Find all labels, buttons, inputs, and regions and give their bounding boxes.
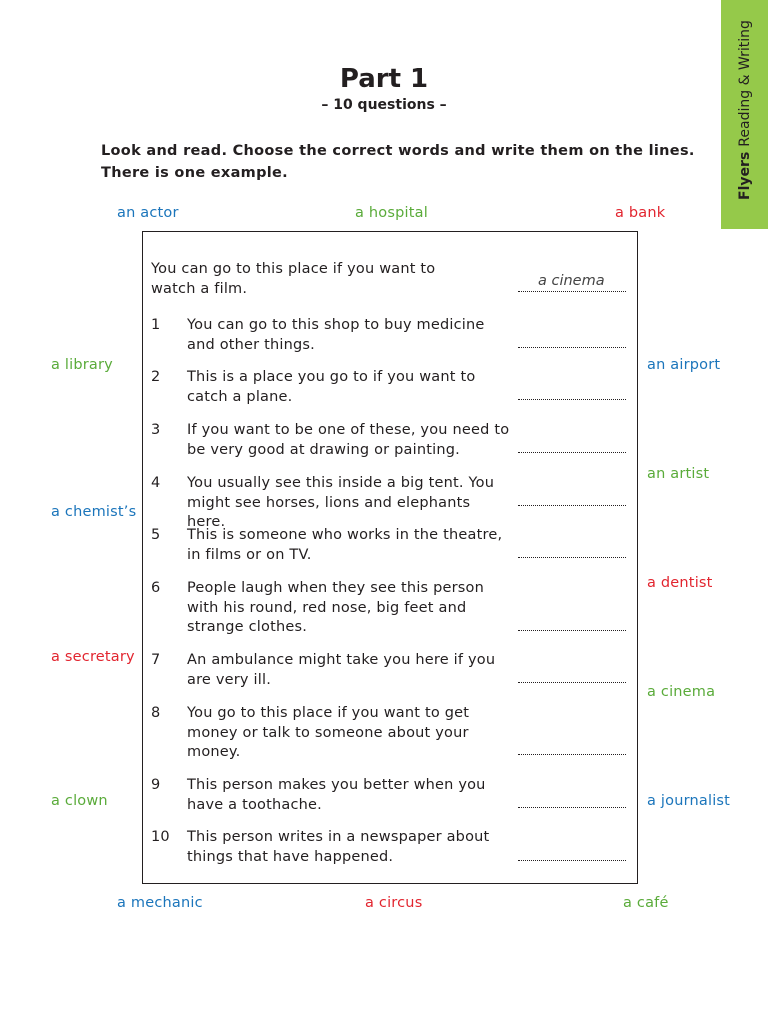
level-name: Flyers [737,151,753,200]
answer-line[interactable] [518,557,626,558]
question-text: If you want to be one of these, you need to be very good at drawing or painting. [187,422,510,458]
answer-line[interactable] [518,630,626,631]
answer-line[interactable] [518,291,626,292]
question-number: 8 [151,705,161,721]
page-subtitle: – 10 questions – [321,97,447,113]
word-option: an artist [647,466,710,482]
instructions-line-1: Look and read. Choose the correct words and write them on the lines. [101,143,695,159]
instructions-line-2: There is one example. [101,165,288,181]
question-text: An ambulance might take you here if you are very ill. [187,652,496,688]
question-number: 7 [151,652,161,668]
question-text: This person makes you better when you have a toothache. [187,777,486,813]
word-option: a clown [51,793,108,809]
word-option: a chemist’s [51,504,137,520]
answer-line[interactable] [518,452,626,453]
word-option: a dentist [647,575,713,591]
word-option: a library [51,357,113,373]
word-option: a bank [615,205,666,221]
question-text: People laugh when they see this person with his round, red nose, big feet and strange clothes. [187,580,485,635]
word-option: an airport [647,357,721,373]
level-tab [721,0,768,229]
example-answer: a cinema [538,273,605,289]
word-option: a café [623,895,669,911]
answer-line[interactable] [518,682,626,683]
question-text: You can go to this place if you want to watch a film. [151,261,436,297]
question-number: 1 [151,317,161,333]
question-text: This person writes in a newspaper about things that have happened. [187,829,490,865]
answer-line[interactable] [518,860,626,861]
page-title: Part 1 [339,64,429,94]
question-text: You usually see this inside a big tent. You might see horses, lions and elephants here. [187,475,495,530]
question-text: You go to this place if you want to get money or talk to someone about your money. [187,705,470,760]
section-name: Reading & Writing [737,20,753,147]
question-text: This is a place you go to if you want to catch a plane. [187,369,476,405]
answer-line[interactable] [518,399,626,400]
question-number: 3 [151,422,161,438]
answer-line[interactable] [518,754,626,755]
question-text: This is someone who works in the theatre, in films or on TV. [187,527,503,563]
word-option: a hospital [355,205,428,221]
word-option: a mechanic [117,895,203,911]
answer-line[interactable] [518,505,626,506]
question-number: 9 [151,777,161,793]
answer-line[interactable] [518,807,626,808]
question-number: 5 [151,527,161,543]
word-option: a secretary [51,649,135,665]
question-number: 6 [151,580,161,596]
question-text: You can go to this shop to buy medicine and other things. [187,317,485,353]
word-option: a circus [365,895,423,911]
word-option: a journalist [647,793,731,809]
word-option: a cinema [647,684,716,700]
answer-line[interactable] [518,347,626,348]
question-number: 4 [151,475,161,491]
question-number: 10 [151,829,170,845]
word-option: an actor [117,205,179,221]
question-number: 2 [151,369,161,385]
instructions [101,140,701,184]
